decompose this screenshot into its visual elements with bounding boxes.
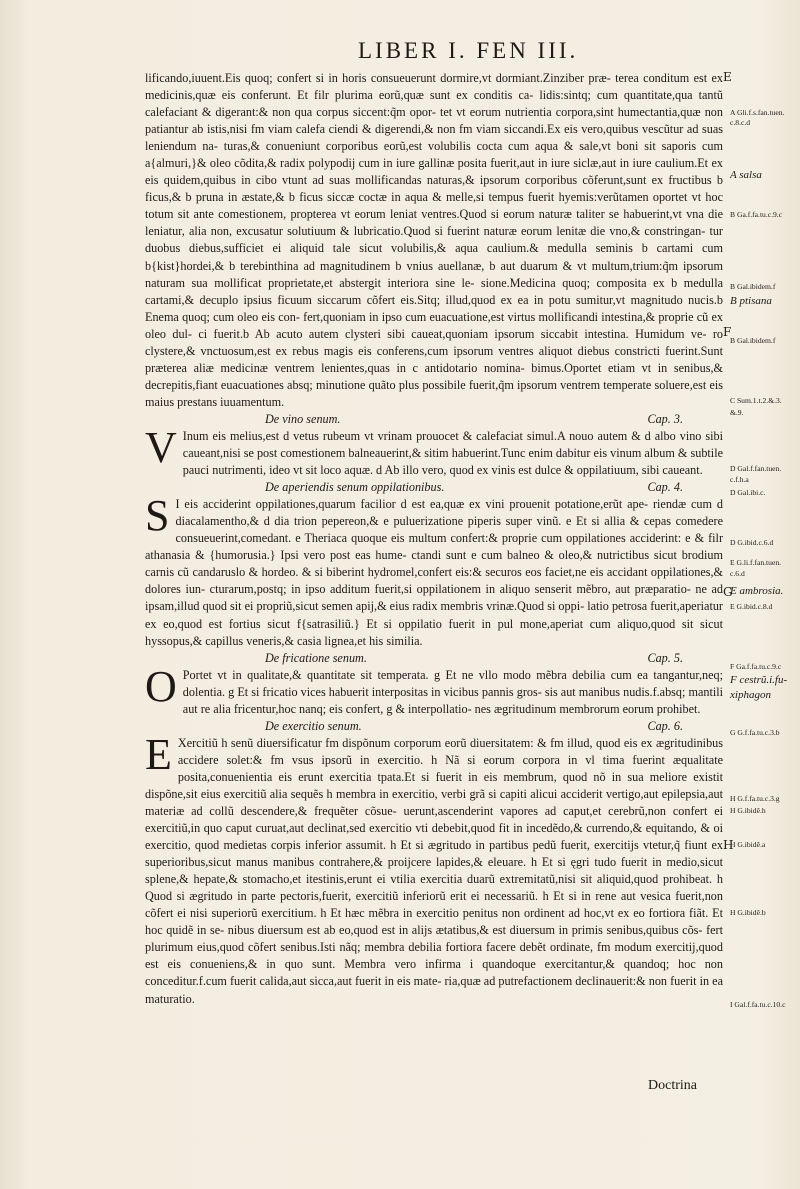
section-body: I eis acciderint oppilationes,quarum facilior d est ea,quæ ex vini prouenit potatione,erũt ape- riendæ cum d diacalamentho,& d dia trion pepereon,& e puluerizatione piperis super vinũ. e Et si allia & cepas comedere consueuerint,comedant. e Theriaca quoque eis multum confert:& proprie cum oppilationes acciderint: e & filr athanasia & {humorusia.} Ipsi vero post eas hume- ctandi sunt e cum balneo & oleo,& nutrictibus sicut brodium carnis cũ candaruslo & hordeo. & si biberint hydromel,confert eis:& securos eos faciet,ne eis accidant oppilationes,& dolores iun- cturarum,postq; in ipso additum fuerit,si oppilationem in aliquo senserit mẽbro, aut præparatio- ne ad ipsam,illud quod sit ei propriũ,sicut semen apij,& eius radix membris vrinæ.Quod si oppi- latio petrosa fuerit,aperiatur ex eo,quod est fortius sicut f{satrasiliũ.} Et si oppilatio fuerit in pul mone,aperiat cum aliquo,quod sit sicut hyssopus,& capillus veneris,& casia lignea,et his similia. [145,497,723,648]
section-paragraph [145,661,723,718]
marginal-note: E ambrosia. [730,585,784,597]
section-heading [145,479,723,496]
marginal-note: E G.li.f.fan.tuen. [730,558,782,567]
marginal-note: E G.ibid.c.8.d [730,602,773,611]
marginal-note: c.8.c.d [730,118,751,127]
marginal-note: H G.ibidẽ.b [730,908,766,917]
drop-cap-initial: S [145,491,170,541]
marginal-note: xiphagon [730,689,771,701]
section-paragraph [145,422,723,479]
marginal-note: B ptisana [730,295,772,307]
marginal-note: I Gal.f.fa.tu.c.10.c [730,1000,786,1009]
marginal-note: A salsa [730,169,762,181]
drop-cap-initial: O [145,661,177,711]
marginal-note: D Gal.ibi.c. [730,488,766,497]
marginal-note: B Gal.ibidem.f [730,282,776,291]
section-title: De vino senum. [265,411,341,426]
drop-cap-initial: V [145,422,177,472]
marginal-note: D G.ibid.c.6.d [730,538,774,547]
margin-letter: F [723,325,732,339]
section-heading [145,650,723,667]
chapter-number: Cap. 3. [647,411,683,426]
chapter-number: Cap. 6. [647,718,683,733]
catchword: Doctrina [648,1078,697,1093]
marginal-note: F cestrũ.i.fu- [730,674,788,686]
chapter-number: Cap. 5. [647,650,683,665]
marginal-note: B Gal.ibidem.f [730,336,776,345]
section-paragraph [145,491,723,649]
marginal-note: H G.ibidẽ.h [730,806,766,815]
marginal-note: c.f.h.a [730,475,749,484]
section-heading [145,718,723,735]
marginal-note: &.9. [730,408,744,417]
opening-paragraph: lificando,iuuent.Eis quoq; confert si in horis consueuerunt dormire,vt dormiant.Zinziber præ- terea conditum est ex medicinis,quæ eis conferunt. Et filr plurima eorũ,quæ sunt ex conditis ca- lidis:sintq; cum quantitate,qua tantũ calefaciant & digerant:& non qua corpus siccent:q̃m opor- tet vt eorum nutrientia corpora,sint humectantia,quæ non patiantur ab istis,nisi fm viam calefa ciendi & digerendi,& non fm viam siccandi.Ex eis vero,quibus vescũtur ad suas leniendum na- turas,& conueniunt corporibus eorũ,est volubilis cocta cum aqua & sale,vt boni sit saporis cum a{almuri,}& oleo cõdita,& radix polypodij cum in iure gallinæ posita fuerit,aut in iure siclæ,aut in iure caulium.Et ex eis quidem,quibus in cibo vtunt ad suas mollificandas naturas,& ipsorum corporibus cõferunt,sunt ex fructibus b ficus,& b pruna in æstate,& b ficus siccæ coctæ in aqua & melle,si tempus fuerit hyemis:verũtamen oportet vt hoc totum sit ante comestionem, propterea vt eorum leniat ventres.Quod si eorum naturæ taliter se habuerint,vt vna die leniatur, alia non, excusatur solutiuum & lubricatio.Quod si fuerint naturæ eorum lenitæ die vno,& constringan- tur duobus diebus,sufficiet ei aliquid tale sicut volubilis,& aqua caulium.& medulla seminis b cartami cum b{kist}hordei,& b terebinthina ad magnitudinem b vnius auellanæ, b aut duarum & vt multum,trium:q̃m ipsorum naturam sua mollificat proprietate,et abstergit interiora sine le- sione.Medicina quoq; composita ex b medulla cartami,& decuplo ipsius ficuum siccarum cõfert eis.Sitq; illud,quod ex ea in potu sumitur,vt magnitudo nucis.b Enema quoq; cum oleo eis con- fert,quoniam in ipso cum euacuatione,est virtus mollificandi intestina,& proprie cũ ex oleo dul- ci fuerit.b Ab acuto autem clysteri sibi caueat,quoniam ipsorum siccabit intestina. Humidum ve- ro clystere,& vnctuosum,est ex rebus magis eis conferens,cum ipsorum ventres aliquot diebus constricti fuerint.Sunt præterea aliæ medicinæ ventrem lenientes,quas in c antidotario nomina- bimus.Oportet etiam vt in senibus,& decrepitis,fiant euacuationes absq; minutione quãto plus possibile fuerit,q̃m ipsorum ventrem temperate soluere,est eis maius prestans iuuamentum. [145,71,723,409]
margin-letter: H [723,838,734,852]
running-header: LIBER I. FEN III. [358,38,579,63]
drop-cap-initial: E [145,729,172,779]
section-heading [145,411,723,428]
marginal-note: F Ga.f.fa.tu.c.9.c [730,662,782,671]
section-body: Xercitiũ h senũ diuersificatur fm dispõnum corporum eorũ diuersitatem: & fm illud, quod eis ex ægritudinibus accidere solet:& fm vsus ipsorũ in exercitio. h Nã si eorum corpora in vl tima fuerint æqualitate posita,conuenientia eis erunt exercitia tpata.Et si fuerit in eis membrum, quod nõ in sua meliore existit dispõne,sit eius exercitiũ alia sequẽs h membra in exercitio, verbi grã si capiti alicui acciderit vertigo,aut epilepsia,aut materiæ ad collũ descendere,& frequẽter cõsue- uerunt,ascenderint vapores ad caput,et cerebrũ,non confert ei exercitiũ,in quo caput curuat,aut declinat,sed exercitio vti debebit,quod fit in incedẽdo,& currendo,& equitando, & oi exercitio, quod medietas corpis inferior assumit. h Et si ægritudo in partibus pedũ fuerit, exercitijs vtetur,q̃ fiunt ex superioribus,sicut manus manibus contrahere,& proijcere lapides,& eleuare. h Et si ęgri tudo fuerit in medio,sicut splene,& hepate,& stomacho,et itestinis,erunt ei vtilia exercitia duarũ extremitatũ,nisi sit aliquid,quod prohibeat. h Quod si ægritudo in parte pectoris,fuerit, exercitiũ inferiorũ erit ei necessariũ. h Et si in rene aut vesica fuerit,non cõfert ei nisi superiorũ exercitium. h Et hæc mẽbra in exercitio penitus non ordinent ad hoc,vt ex eo fortiora fiãt. Et hoc quidẽ in se- nibus diuersum est ab eo,quod est in alijs ætatibus,& est diuersum in primis senibus,quibus cõs- fert plurimum eius,quod cõfert senibus.Isti nãq; membra debilia fortiora facere debẽt ordinate, fm modum exercitij,quod est eis conueniens,& in quo sunt. Membra vero infirma i quandoque exercitantur,& quandoq; hoc non conceditur.f.cum fuerit calida,aut sicca,aut fuerit in eis mate- ria,quæ ad putrefactionem declinauerit:& non fuerit in ea maturatio. [145,735,723,1006]
section-paragraph [145,729,723,1008]
margin-letter: E [723,70,732,84]
section-body: Inum eis melius,est d vetus rubeum vt vrinam prouocet & calefaciat simul.A nouo autem & d albo vino sibi caueant,nisi se post comestionem balneauerint,& sitim habuerint.Tunc enim dabitur eis vinum album & subtile pauci nutrimenti, ideo vt sit loco aquæ. d Ab illo vero, quod ex vinis est dulce & oppilatiuum, sibi caueant. [182,428,723,478]
marginal-note: G G.f.fa.tu.c.3.b [730,728,780,737]
marginal-note: H G.f.fa.tu.c.3.g [730,794,780,803]
marginal-note: H G.ibidẽ.a [730,840,766,849]
section-title: De aperiendis senum oppilationibus. [265,480,445,495]
marginal-note: c.6.d [730,569,745,578]
marginal-note: A Gli.f.s.fan.tuen. [730,108,785,117]
marginal-note: B Ga.f.fa.tu.c.9.c [730,210,783,219]
marginal-note: C Sum.1.t.2.&.3. [730,396,782,405]
section-body: Portet vt in qualitate,& quantitate sit temperata. g Et ne vllo modo mẽbra debilia cum ea tangantur,neq; dolentia. g Et si fricatio vices habuerit interpositas in vicibus pannis gros- sis aut manibus nudis.f.absq; mantili aut re alia fricentur,hoc nanq; eis confert, g & interpollatio- nes ægritudinum membrorum eorum prohibet. [182,667,723,716]
main-text-column [145,70,723,1008]
section-title: De fricatione senum. [265,650,367,665]
marginal-note: D Gal.f.fan.tuen. [730,464,782,473]
section-title: De exercitio senum. [265,718,362,733]
chapter-number: Cap. 4. [647,480,683,495]
margin-letter: G [723,585,733,599]
